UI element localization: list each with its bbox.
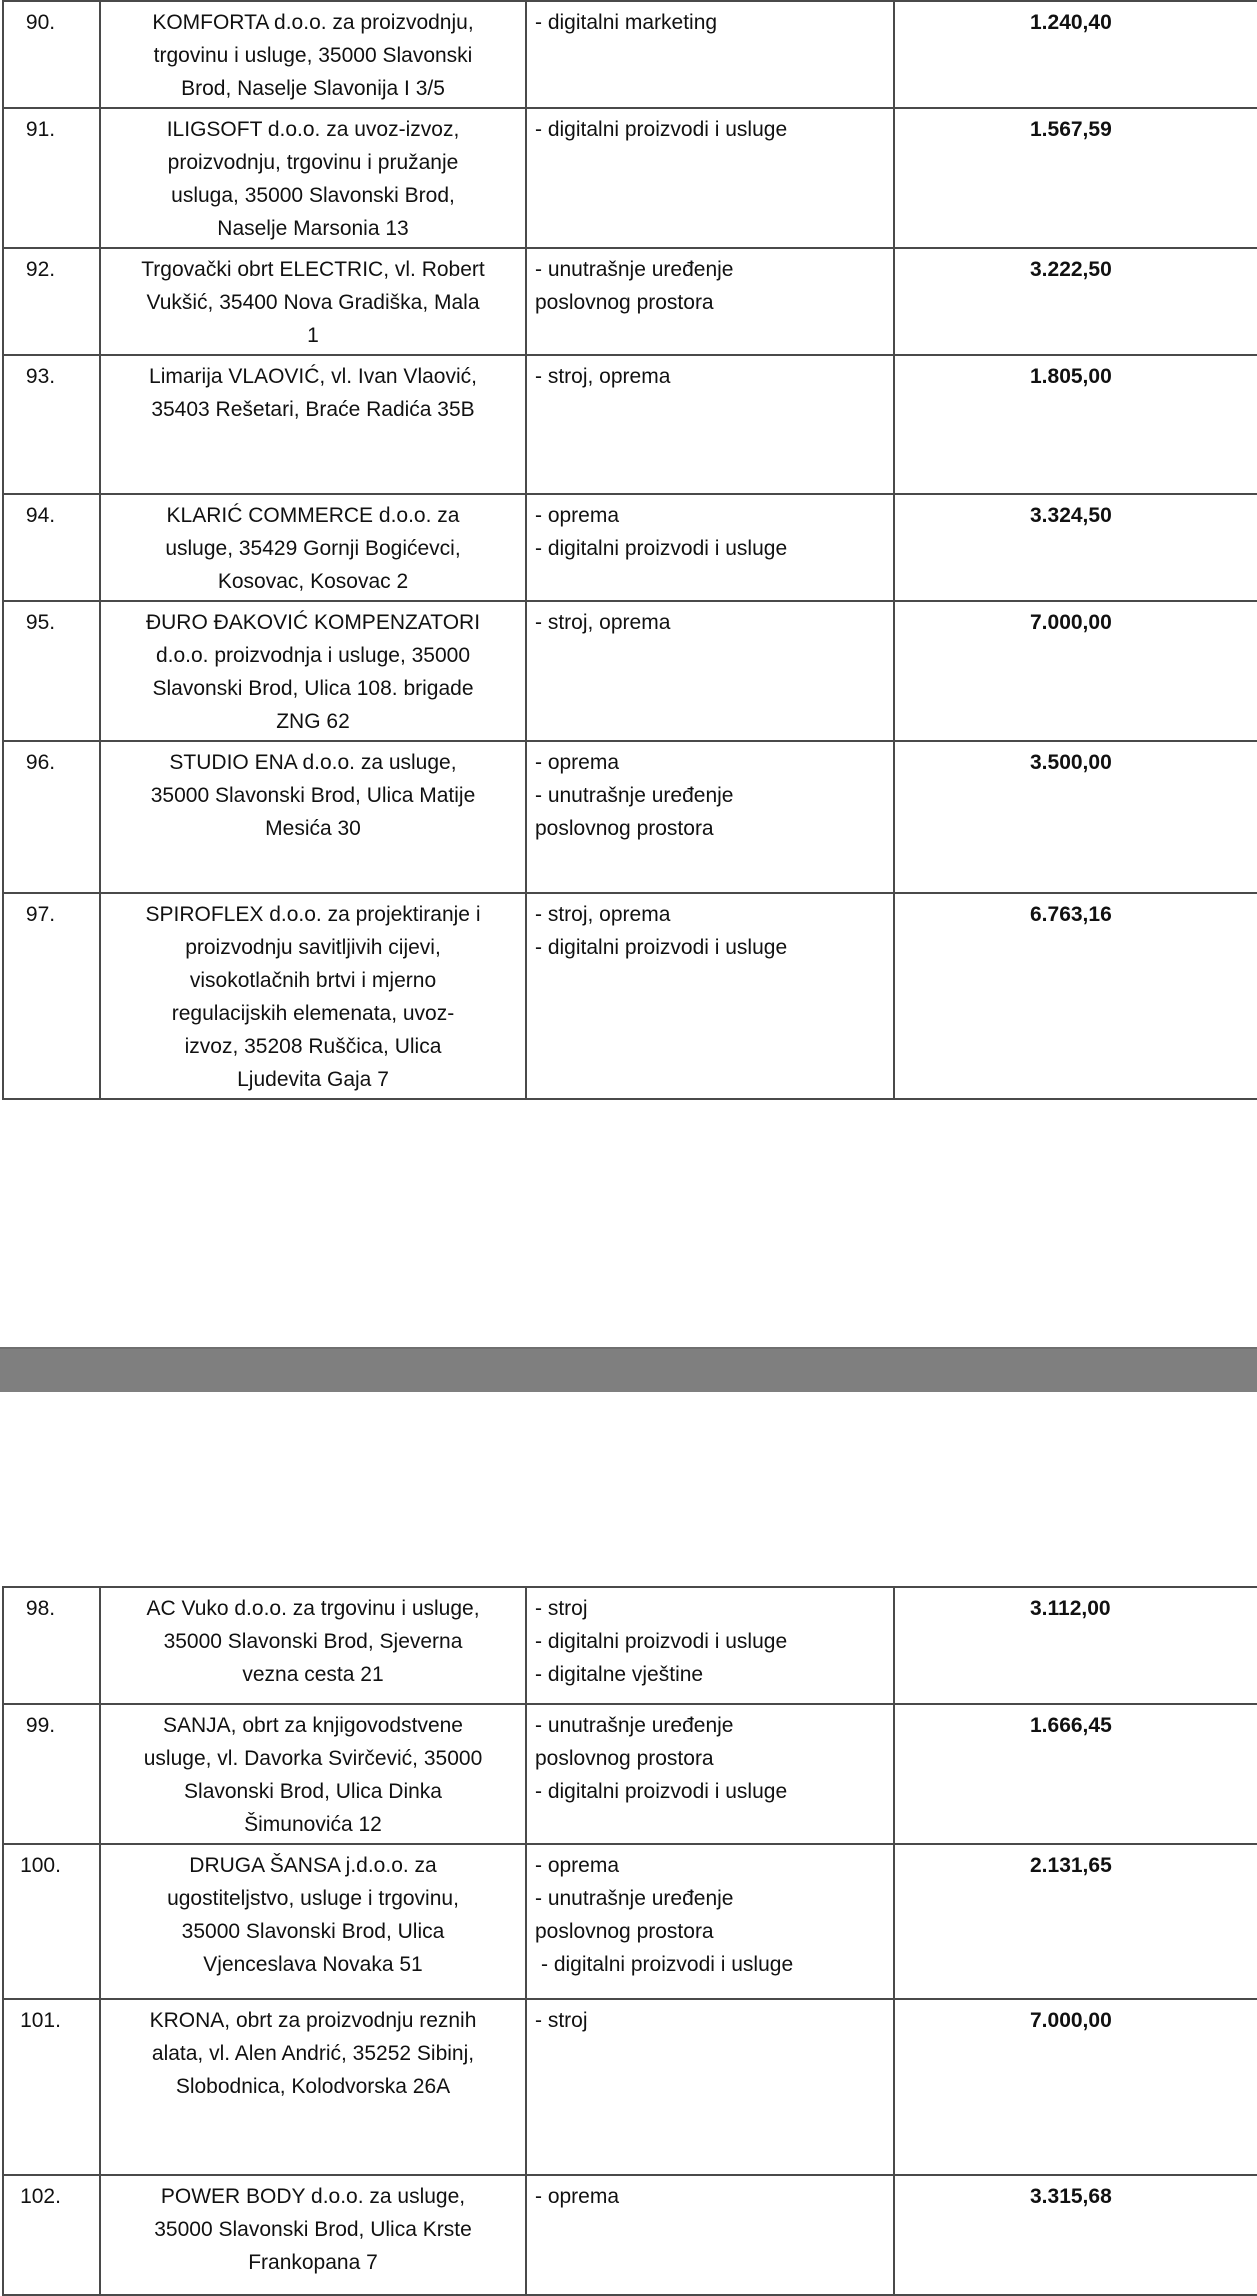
company-name-line: Limarija VLAOVIĆ, vl. Ivan Vlaović, — [149, 365, 477, 388]
table-row — [3, 248, 1257, 355]
purpose-cell — [526, 601, 894, 741]
amount-cell: 3.222,50 — [894, 248, 1257, 355]
purpose-line: - unutrašnje uređenje — [535, 258, 734, 281]
amount-cell: 1.240,40 — [894, 1, 1257, 108]
company-name-cell — [100, 248, 526, 355]
company-name-line: ugostiteljstvo, usluge i trgovinu, — [167, 1887, 459, 1910]
company-name-line: Šimunovića 12 — [244, 1813, 382, 1836]
company-name-line: 35000 Slavonski Brod, Ulica — [181, 1920, 445, 1943]
company-name-cell — [100, 1704, 526, 1844]
company-name-line: 35000 Slavonski Brod, Sjeverna — [163, 1630, 463, 1653]
amount-cell: 3.112,00 — [894, 1587, 1257, 1704]
company-name-line: Ljudevita Gaja 7 — [237, 1068, 389, 1091]
amount-cell: 1.805,00 — [894, 355, 1257, 494]
purpose-cell — [526, 741, 894, 893]
amount-cell: 3.315,68 — [894, 2175, 1257, 2295]
company-name-line: AC Vuko d.o.o. za trgovinu i usluge, — [146, 1597, 480, 1620]
company-name-line: KLARIĆ COMMERCE d.o.o. za — [166, 504, 460, 527]
row-number-cell: 90. — [3, 1, 100, 108]
row-number-cell: 94. — [3, 494, 100, 601]
company-name-line: 35000 Slavonski Brod, Ulica Krste — [154, 2218, 472, 2241]
company-name-line: vezna cesta 21 — [242, 1663, 384, 1686]
row-number-cell: 101. — [3, 1999, 100, 2175]
purpose-line: - digitalni proizvodi i usluge — [535, 936, 788, 959]
company-name-line: proizvodnju savitljivih cijevi, — [185, 936, 441, 959]
table-row — [3, 741, 1257, 893]
company-name-cell — [100, 1, 526, 108]
purpose-line: - digitalni proizvodi i usluge — [535, 1780, 788, 1803]
company-name-cell — [100, 1844, 526, 1999]
company-name-line: 35000 Slavonski Brod, Ulica Matije — [150, 784, 476, 807]
company-name-line: trgovinu i usluge, 35000 Slavonski — [153, 44, 473, 67]
company-name-line: Naselje Marsonia 13 — [217, 217, 409, 240]
amount-cell: 1.666,45 — [894, 1704, 1257, 1844]
purpose-line: poslovnog prostora — [535, 291, 714, 314]
company-name-line: Brod, Naselje Slavonija I 3/5 — [181, 77, 445, 100]
company-name-line: alata, vl. Alen Andrić, 35252 Sibinj, — [151, 2042, 475, 2065]
purpose-cell — [526, 1844, 894, 1999]
row-number-cell: 102. — [3, 2175, 100, 2295]
company-name-cell — [100, 601, 526, 741]
company-name-line: izvoz, 35208 Ruščica, Ulica — [184, 1035, 442, 1058]
purpose-line: - stroj — [535, 1597, 588, 1620]
purpose-cell — [526, 355, 894, 494]
company-name-line: ĐURO ĐAKOVIĆ KOMPENZATORI — [145, 611, 481, 634]
purpose-line: poslovnog prostora — [535, 1920, 714, 1943]
company-name-cell — [100, 1999, 526, 2175]
page-separator-band — [0, 1347, 1257, 1392]
grant-table-bottom — [2, 1586, 1257, 2296]
purpose-line: - digitalni marketing — [535, 11, 718, 34]
purpose-line: - oprema — [535, 2185, 620, 2208]
purpose-cell — [526, 248, 894, 355]
grant-table-top — [2, 0, 1257, 1100]
table-row — [3, 1704, 1257, 1844]
purpose-cell — [526, 1587, 894, 1704]
table-row — [3, 1, 1257, 108]
table-row — [3, 108, 1257, 248]
purpose-line: poslovnog prostora — [535, 817, 714, 840]
company-name-cell — [100, 108, 526, 248]
purpose-line: - digitalne vještine — [535, 1663, 704, 1686]
company-name-line: usluge, 35429 Gornji Bogićevci, — [165, 537, 461, 560]
row-number-cell: 99. — [3, 1704, 100, 1844]
company-name-cell — [100, 893, 526, 1099]
company-name-line: 1 — [307, 324, 319, 347]
purpose-cell — [526, 1704, 894, 1844]
purpose-line: poslovnog prostora — [535, 1747, 714, 1770]
amount-cell: 6.763,16 — [894, 893, 1257, 1099]
company-name-line: usluge, vl. Davorka Svirčević, 35000 — [143, 1747, 483, 1770]
company-name-line: d.o.o. proizvodnja i usluge, 35000 — [155, 644, 471, 667]
row-number-cell: 97. — [3, 893, 100, 1099]
purpose-line: - stroj, oprema — [535, 903, 671, 926]
purpose-line: - digitalni proizvodi i usluge — [535, 537, 788, 560]
amount-cell: 7.000,00 — [894, 601, 1257, 741]
purpose-line: - oprema — [535, 1854, 620, 1877]
company-name-line: Slobodnica, Kolodvorska 26A — [175, 2075, 451, 2098]
purpose-line: - stroj, oprema — [535, 365, 671, 388]
purpose-line: - stroj — [535, 2009, 588, 2032]
purpose-cell — [526, 108, 894, 248]
row-number-cell: 93. — [3, 355, 100, 494]
company-name-line: Mesića 30 — [265, 817, 361, 840]
amount-cell: 7.000,00 — [894, 1999, 1257, 2175]
company-name-line: STUDIO ENA d.o.o. za usluge, — [169, 751, 457, 774]
row-number-cell: 95. — [3, 601, 100, 741]
row-number-cell: 91. — [3, 108, 100, 248]
amount-cell: 2.131,65 — [894, 1844, 1257, 1999]
table-row — [3, 601, 1257, 741]
row-number-cell: 100. — [3, 1844, 100, 1999]
purpose-line: - oprema — [535, 751, 620, 774]
company-name-line: usluga, 35000 Slavonski Brod, — [171, 184, 455, 207]
purpose-line: - stroj, oprema — [535, 611, 671, 634]
amount-cell: 3.500,00 — [894, 741, 1257, 893]
purpose-line: - unutrašnje uređenje — [535, 1714, 734, 1737]
purpose-cell — [526, 893, 894, 1099]
purpose-cell — [526, 1999, 894, 2175]
company-name-line: SANJA, obrt za knjigovodstvene — [163, 1714, 463, 1737]
company-name-line: Kosovac, Kosovac 2 — [217, 570, 409, 593]
company-name-line: visokotlačnih brtvi i mjerno — [189, 969, 437, 992]
company-name-line: Vjenceslava Novaka 51 — [203, 1953, 423, 1976]
company-name-cell — [100, 2175, 526, 2295]
table-row — [3, 1844, 1257, 1999]
company-name-line: regulacijskih elemenata, uvoz- — [171, 1002, 455, 1025]
company-name-line: KOMFORTA d.o.o. za proizvodnju, — [152, 11, 474, 34]
purpose-line: - unutrašnje uređenje — [535, 1887, 734, 1910]
row-number-cell: 96. — [3, 741, 100, 893]
company-name-line: Frankopana 7 — [248, 2251, 378, 2274]
purpose-line: - digitalni proizvodi i usluge — [535, 118, 788, 141]
company-name-cell — [100, 741, 526, 893]
purpose-line: - digitalni proizvodi i usluge — [541, 1953, 794, 1976]
company-name-line: Slavonski Brod, Ulica 108. brigade — [152, 677, 474, 700]
company-name-line: proizvodnju, trgovinu i pružanje — [167, 151, 459, 174]
amount-cell: 3.324,50 — [894, 494, 1257, 601]
grant-table-top-body — [3, 1, 1257, 1099]
row-number-cell: 92. — [3, 248, 100, 355]
purpose-line: - unutrašnje uređenje — [535, 784, 734, 807]
company-name-line: ZNG 62 — [276, 710, 350, 733]
purpose-line: - oprema — [535, 504, 620, 527]
grant-table-bottom-body — [3, 1587, 1257, 2295]
company-name-line: Vukšić, 35400 Nova Gradiška, Mala — [146, 291, 480, 314]
row-number-cell: 98. — [3, 1587, 100, 1704]
table-row — [3, 893, 1257, 1099]
table-row — [3, 1587, 1257, 1704]
table-row — [3, 2175, 1257, 2295]
company-name-line: Slavonski Brod, Ulica Dinka — [184, 1780, 442, 1803]
table-row — [3, 355, 1257, 494]
purpose-cell — [526, 1, 894, 108]
purpose-line: - digitalni proizvodi i usluge — [535, 1630, 788, 1653]
company-name-line: Trgovački obrt ELECTRIC, vl. Robert — [141, 258, 485, 281]
company-name-line: KRONA, obrt za proizvodnju reznih — [149, 2009, 477, 2032]
company-name-line: SPIROFLEX d.o.o. za projektiranje i — [145, 903, 481, 926]
company-name-line: DRUGA ŠANSA j.d.o.o. za — [189, 1854, 437, 1877]
table-row — [3, 494, 1257, 601]
company-name-line: 35403 Rešetari, Braće Radića 35B — [151, 398, 475, 421]
amount-cell: 1.567,59 — [894, 108, 1257, 248]
company-name-line: POWER BODY d.o.o. za usluge, — [160, 2185, 466, 2208]
company-name-line: ILIGSOFT d.o.o. za uvoz-izvoz, — [166, 118, 460, 141]
purpose-cell — [526, 2175, 894, 2295]
company-name-cell — [100, 355, 526, 494]
purpose-cell — [526, 494, 894, 601]
company-name-cell — [100, 494, 526, 601]
table-row — [3, 1999, 1257, 2175]
company-name-cell — [100, 1587, 526, 1704]
